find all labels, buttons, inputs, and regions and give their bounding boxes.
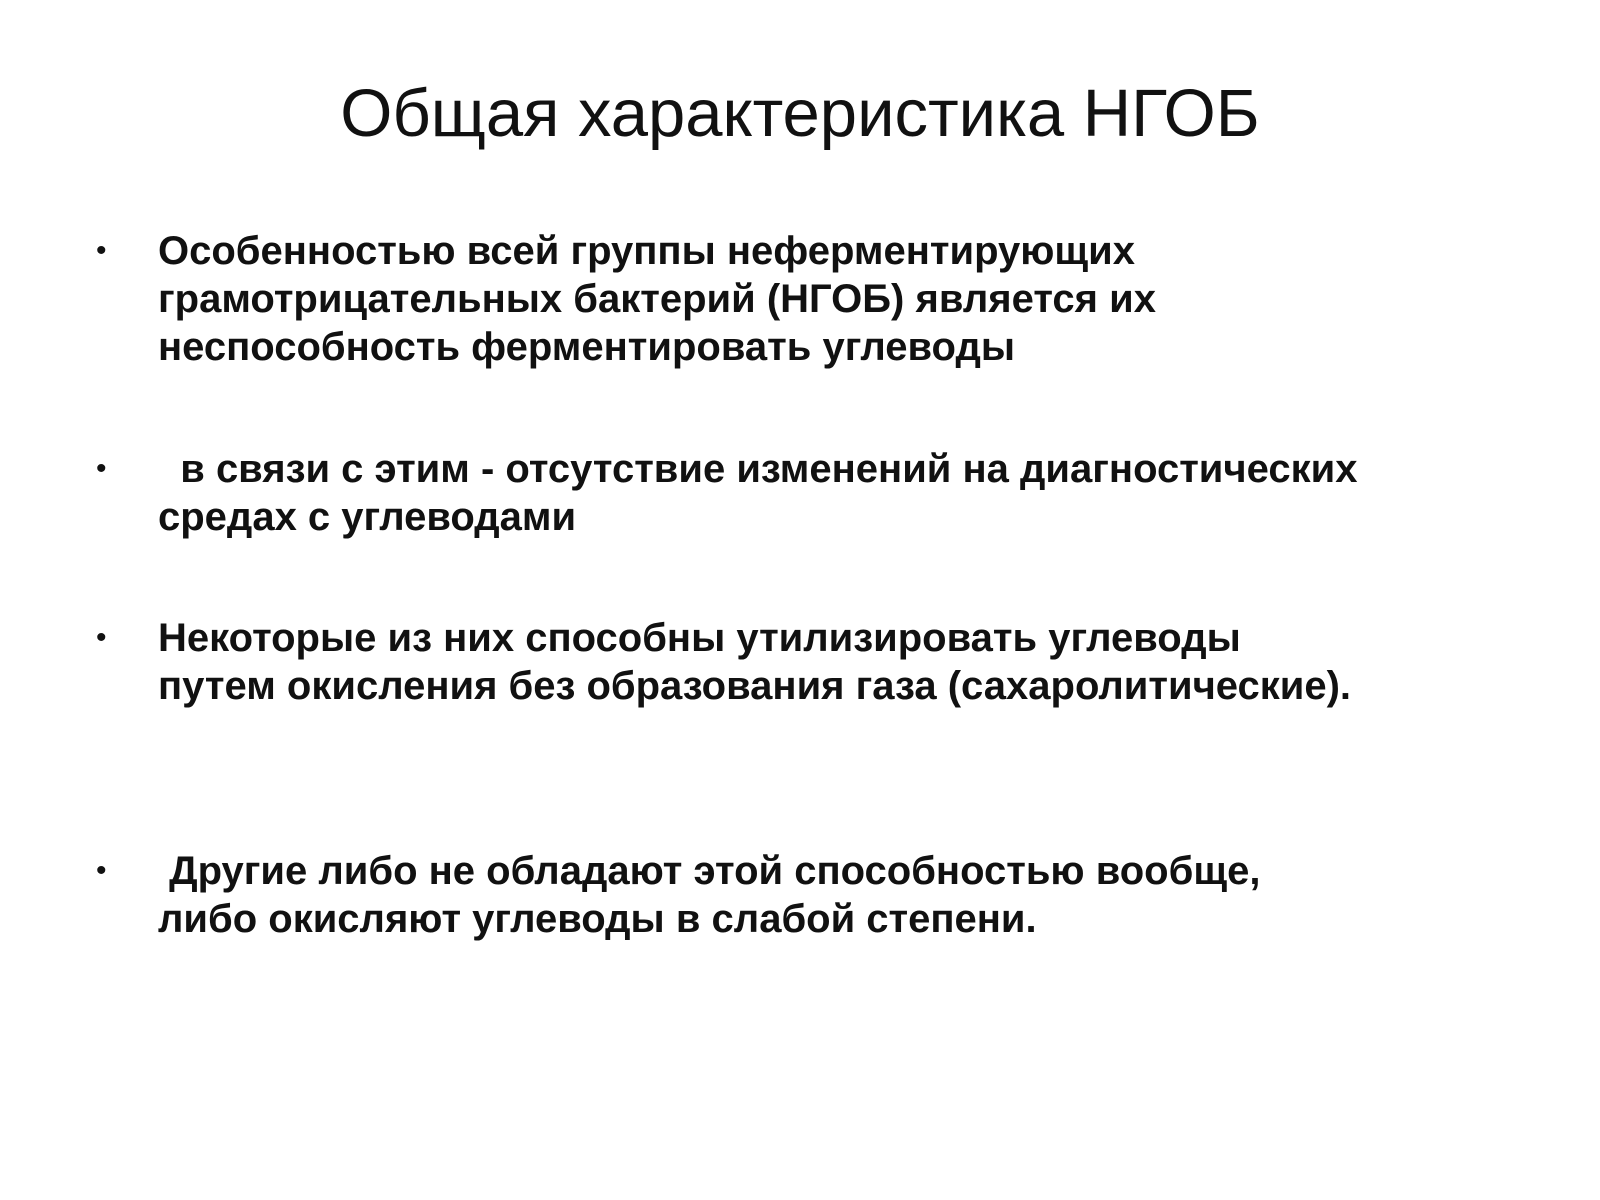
bullet-line: средах с углеводами: [158, 495, 577, 539]
bullet-line: в связи с этим - отсутствие изменений на диагностических: [158, 447, 1358, 491]
bullet-line: Некоторые из них способны утилизировать углеводы: [158, 616, 1241, 660]
bullet-icon: •: [96, 854, 107, 887]
bullet-icon: •: [96, 234, 107, 267]
bullet-icon: •: [96, 452, 107, 485]
bullet-text: [158, 227, 1156, 371]
bullet-icon: •: [96, 621, 107, 654]
bullet-text: [158, 445, 1357, 541]
bullet-line: путем окисления без образования газа (сахаролитические).: [158, 664, 1352, 708]
bullet-text: [158, 847, 1260, 943]
bullet-line: грамотрицательных бактерий (НГОБ) является их: [158, 277, 1156, 321]
bullet-line: неспособность ферментировать углеводы: [158, 325, 1016, 369]
bullet-line: Особенностью всей группы неферментирующих: [158, 229, 1135, 273]
bullet-line: Другие либо не обладают этой способностью вообще,: [158, 849, 1261, 893]
bullet-item: [96, 847, 1536, 943]
bullet-item: [96, 445, 1536, 541]
slide-title: Общая характеристика НГОБ: [340, 76, 1260, 151]
bullet-item: [96, 614, 1536, 710]
bullet-item: [96, 227, 1536, 371]
bullet-line: либо окисляют углеводы в слабой степени.: [158, 897, 1037, 941]
bullet-text: [158, 614, 1351, 710]
